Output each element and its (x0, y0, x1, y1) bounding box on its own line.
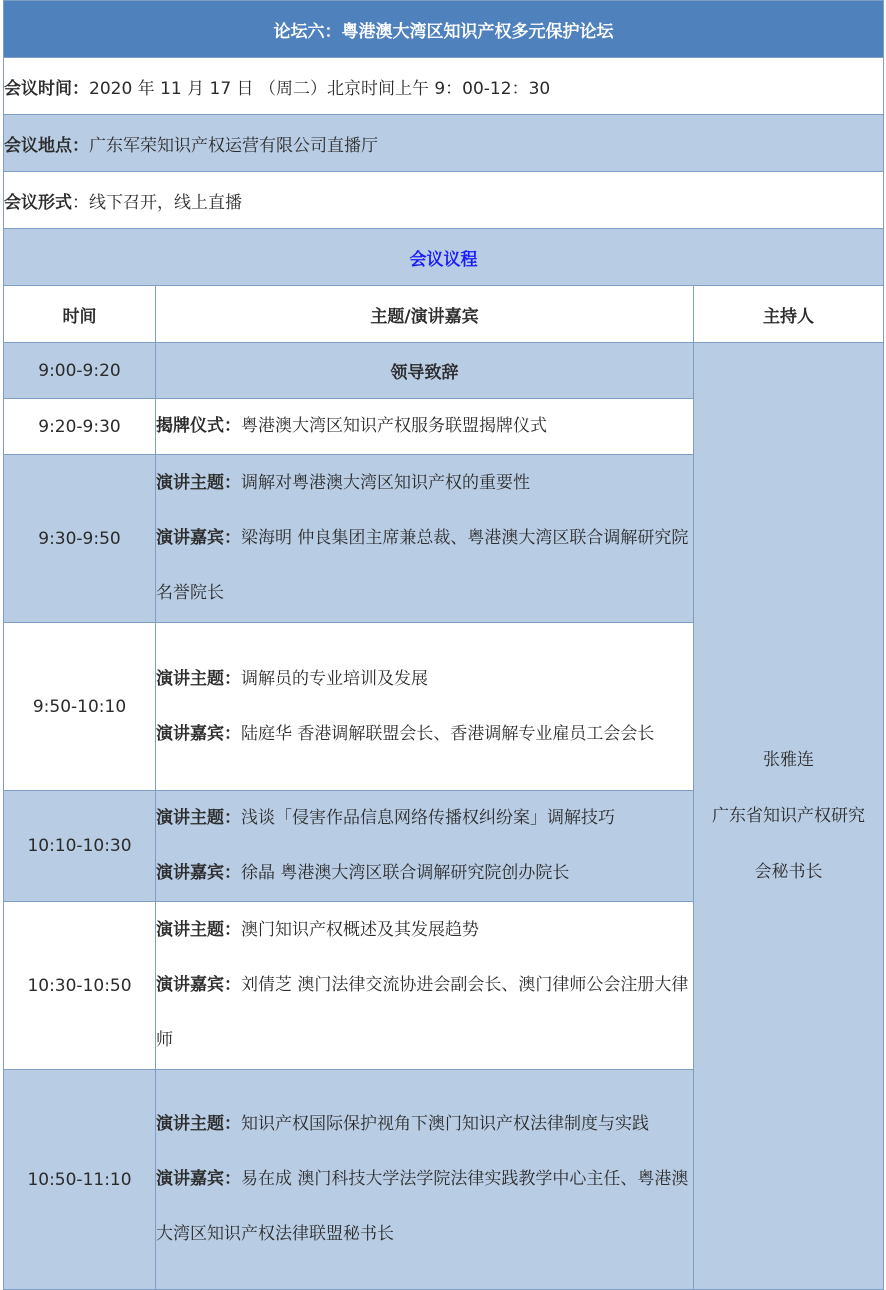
agenda-heading: 会议议程 (4, 229, 884, 286)
host-cell (694, 343, 884, 1290)
row-label: 演讲嘉宾： (156, 863, 241, 883)
row-label: 演讲主题： (156, 808, 241, 828)
row-text: 易在成 澳门科技大学法学院法律实践教学中心主任、粤港澳大湾区知识产权法律联盟秘书长 (156, 1169, 689, 1244)
row-topic: 领导致辞 (156, 343, 694, 399)
column-header-time: 时间 (4, 286, 156, 343)
row-label: 演讲嘉宾： (156, 975, 241, 995)
row-time: 10:50-11:10 (4, 1070, 156, 1290)
row-time: 9:20-9:30 (4, 399, 156, 455)
row-text: 粤港澳大湾区知识产权服务联盟揭牌仪式 (241, 416, 547, 436)
agenda-table (3, 0, 884, 1290)
row-time: 10:10-10:30 (4, 791, 156, 902)
column-header-topic: 主题/演讲嘉宾 (156, 286, 694, 343)
row-topic (156, 1070, 694, 1290)
row-topic (156, 791, 694, 902)
row-label: 演讲主题： (156, 1114, 241, 1134)
column-header-host: 主持人 (694, 286, 884, 343)
row-text: 浅谈「侵害作品信息网络传播权纠纷案」调解技巧 (241, 808, 615, 828)
meeting-time-label: 会议时间： (4, 78, 89, 99)
row-text: 知识产权国际保护视角下澳门知识产权法律制度与实践 (241, 1114, 649, 1134)
row-label: 演讲主题： (156, 473, 241, 493)
row-text: 梁海明 仲良集团主席兼总裁、粤港澳大湾区联合调解研究院名誉院长 (156, 528, 689, 603)
host-title-line1: 广东省知识产权研究 (712, 806, 866, 826)
meeting-place-value: 广东军荣知识产权运营有限公司直播厅 (89, 135, 378, 156)
row-text: 调解对粤港澳大湾区知识产权的重要性 (241, 473, 530, 493)
meeting-format-label: 会议形式 (4, 192, 72, 213)
table-row (4, 343, 884, 399)
host-name: 张雅连 (763, 750, 815, 770)
row-text: 调解员的专业培训及发展 (241, 668, 428, 689)
row-label: 演讲嘉宾： (156, 1169, 241, 1189)
meeting-format (4, 172, 884, 229)
row-label: 演讲嘉宾： (156, 723, 241, 744)
row-text: 陆庭华 香港调解联盟会长、香港调解专业雇员工会会长 (241, 723, 655, 744)
row-topic (156, 623, 694, 791)
row-label: 演讲主题： (156, 920, 241, 940)
row-time: 9:50-10:10 (4, 623, 156, 791)
row-topic (156, 902, 694, 1070)
meeting-format-value: ：线下召开，线上直播 (72, 192, 242, 213)
row-time: 9:00-9:20 (4, 343, 156, 399)
row-text: 刘倩芝 澳门法律交流协进会副会长、澳门律师公会注册大律师 (156, 975, 689, 1050)
row-topic (156, 455, 694, 623)
meeting-time-value: 2020 年 11 月 17 日 （周二）北京时间上午 9：00-12：30 (89, 78, 551, 99)
row-text: 徐晶 粤港澳大湾区联合调解研究院创办院长 (241, 863, 570, 883)
row-topic (156, 399, 694, 455)
row-time: 9:30-9:50 (4, 455, 156, 623)
forum-title: 论坛六：粤港澳大湾区知识产权多元保护论坛 (4, 1, 884, 58)
row-text: 澳门知识产权概述及其发展趋势 (241, 920, 479, 940)
meeting-place (4, 115, 884, 172)
row-label: 演讲主题： (156, 668, 241, 689)
row-label: 揭牌仪式： (156, 416, 241, 436)
row-time: 10:30-10:50 (4, 902, 156, 1070)
row-label: 演讲嘉宾： (156, 528, 241, 548)
meeting-place-label: 会议地点： (4, 135, 89, 156)
meeting-time (4, 58, 884, 115)
host-title-line2: 会秘书长 (754, 862, 823, 882)
